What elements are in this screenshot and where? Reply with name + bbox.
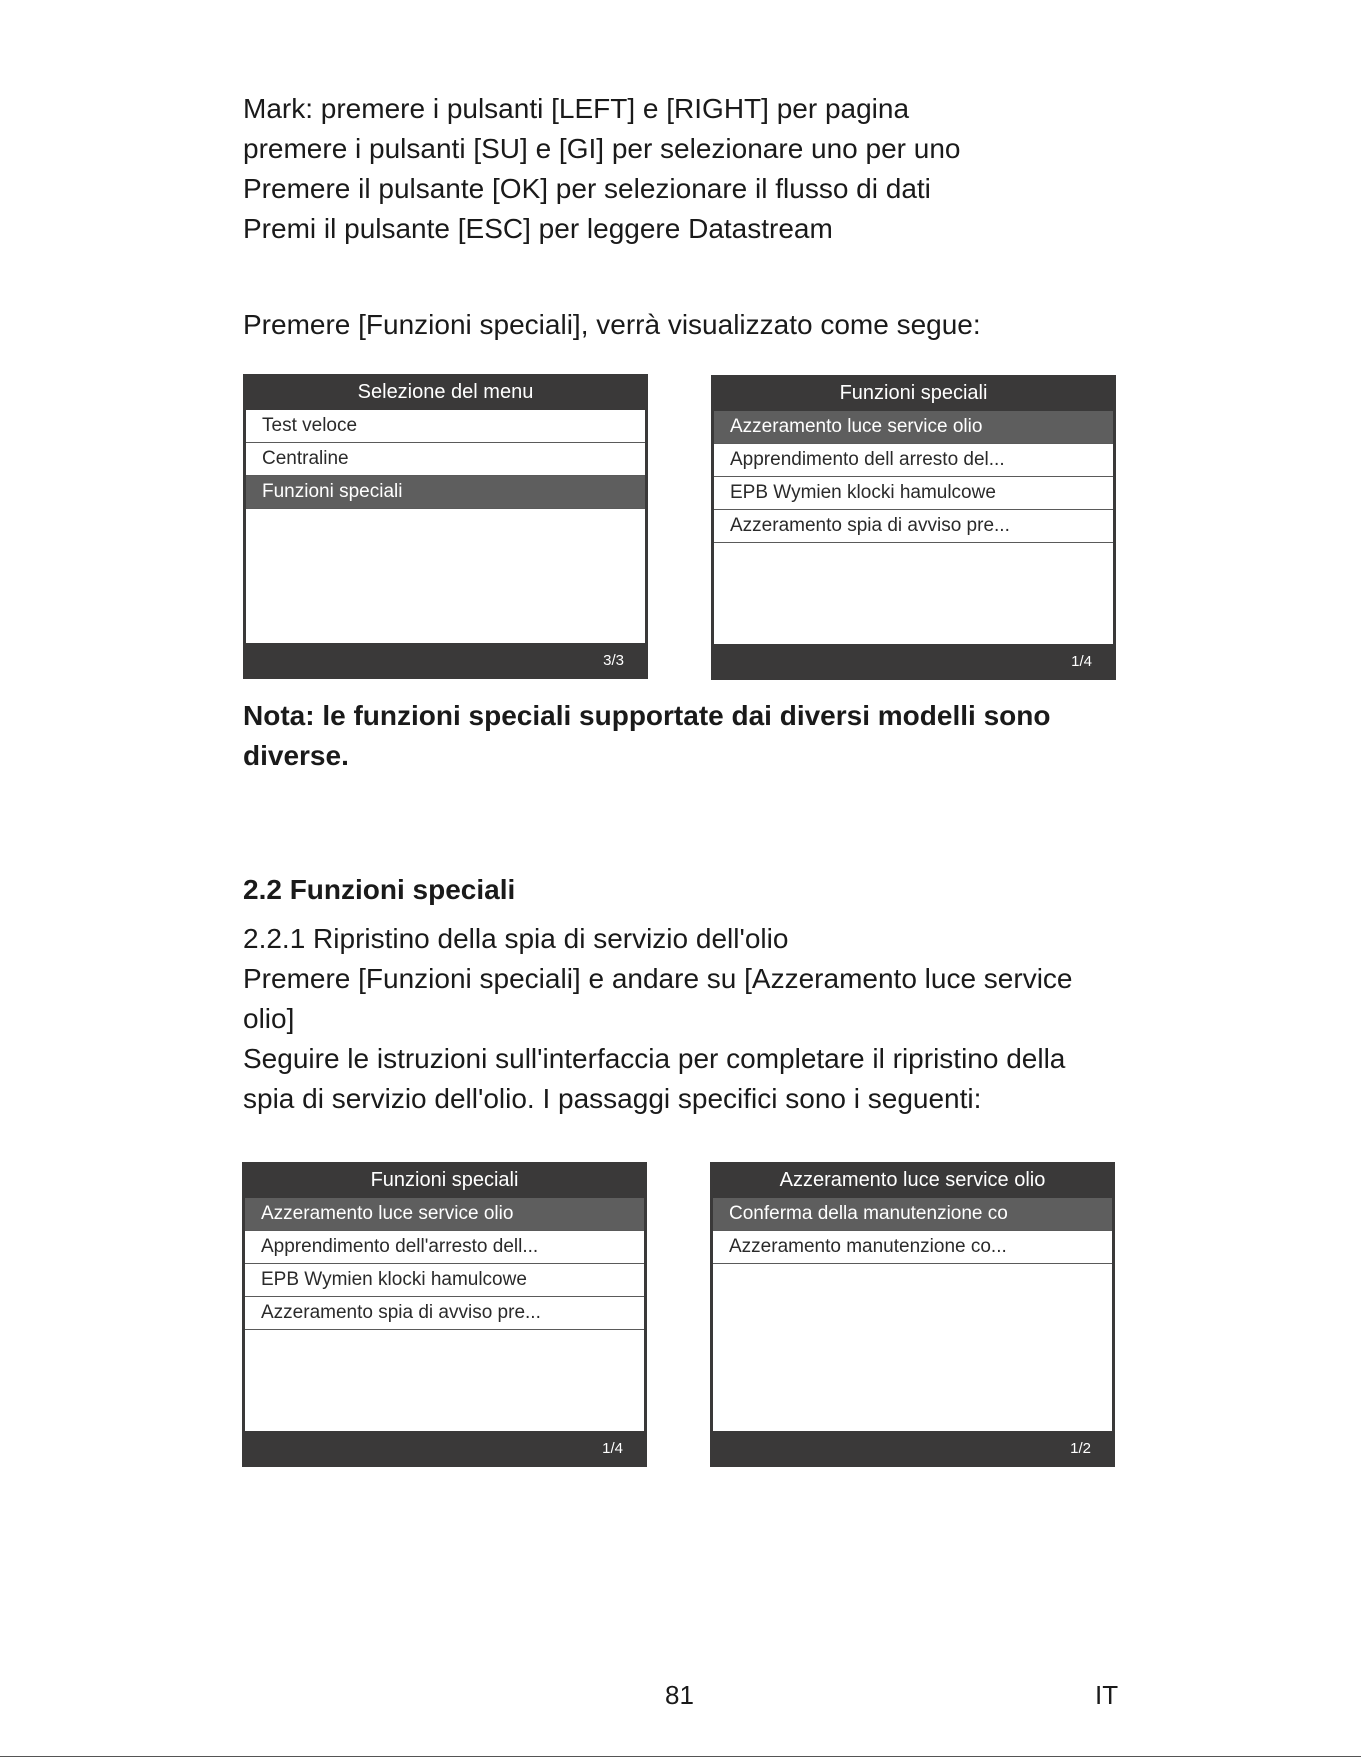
language-code: IT [1095,1680,1119,1710]
menu-item[interactable]: Apprendimento dell'arresto dell... [245,1231,644,1264]
intro-line: Mark: premere i pulsanti [LEFT] e [RIGHT] per pagina [243,93,910,124]
menu-item-selected[interactable]: Azzeramento luce service olio [714,411,1113,444]
page-indicator: 1/2 [1070,1440,1091,1457]
section-heading: 2.2 Funzioni speciali [243,874,516,905]
device-screen-special-functions-2 [242,1162,647,1467]
menu-item-selected[interactable]: Funzioni speciali [246,476,645,509]
body-line: 2.2.1 Ripristino della spia di servizio dell'olio [243,923,789,954]
menu-item[interactable]: EPB Wymien klocki hamulcowe [245,1264,644,1297]
menu-item[interactable]: Azzeramento spia di avviso pre... [714,510,1113,543]
screen-title: Funzioni speciali [839,382,988,404]
device-screen-menu-selection [243,374,648,679]
body-line: olio] [243,1003,295,1034]
body-line: spia di servizio dell'olio. I passaggi specifici sono i seguenti: [243,1083,982,1114]
menu-item[interactable]: Apprendimento dell arresto del... [714,444,1113,477]
screen-list [246,410,645,643]
body-line: Premere [Funzioni speciali] e andare su [Azzeramento luce service [243,963,1073,994]
device-screen-special-functions [711,375,1116,680]
screen-list [713,1198,1112,1431]
screen-list [245,1198,644,1431]
page-number: 81 [665,1680,694,1710]
note-line: diverse. [243,740,349,771]
intro-line: Premi il pulsante [ESC] per leggere Datastream [243,213,833,244]
page-indicator: 3/3 [603,652,624,669]
menu-item[interactable]: Azzeramento spia di avviso pre... [245,1297,644,1330]
screen-title: Funzioni speciali [370,1169,519,1191]
bottom-rule [0,1756,1361,1757]
intro-line: premere i pulsanti [SU] e [GI] per selezionare uno per uno [243,133,961,164]
note-line: Nota: le funzioni speciali supportate dai diversi modelli sono [243,700,1051,731]
body-line: Seguire le istruzioni sull'interfaccia per completare il ripristino della [243,1043,1066,1074]
page-indicator: 1/4 [1071,653,1092,670]
press-special-text: Premere [Funzioni speciali], verrà visualizzato come segue: [243,309,981,340]
section-body [243,919,1073,1119]
screen-title: Azzeramento luce service olio [779,1169,1046,1191]
menu-item-selected[interactable]: Azzeramento luce service olio [245,1198,644,1231]
page-indicator: 1/4 [602,1440,623,1457]
menu-item[interactable]: Azzeramento manutenzione co... [713,1231,1112,1264]
menu-item[interactable]: Test veloce [246,410,645,443]
menu-item[interactable]: Centraline [246,443,645,476]
screen-list [714,411,1113,644]
menu-item-selected[interactable]: Conferma della manutenzione co [713,1198,1112,1231]
note-text [243,696,1050,776]
screen-title: Selezione del menu [357,381,534,403]
intro-line: Premere il pulsante [OK] per selezionare il flusso di dati [243,173,931,204]
menu-item[interactable]: EPB Wymien klocki hamulcowe [714,477,1113,510]
intro-instructions [243,89,961,249]
device-screen-oil-service-reset [710,1162,1115,1467]
